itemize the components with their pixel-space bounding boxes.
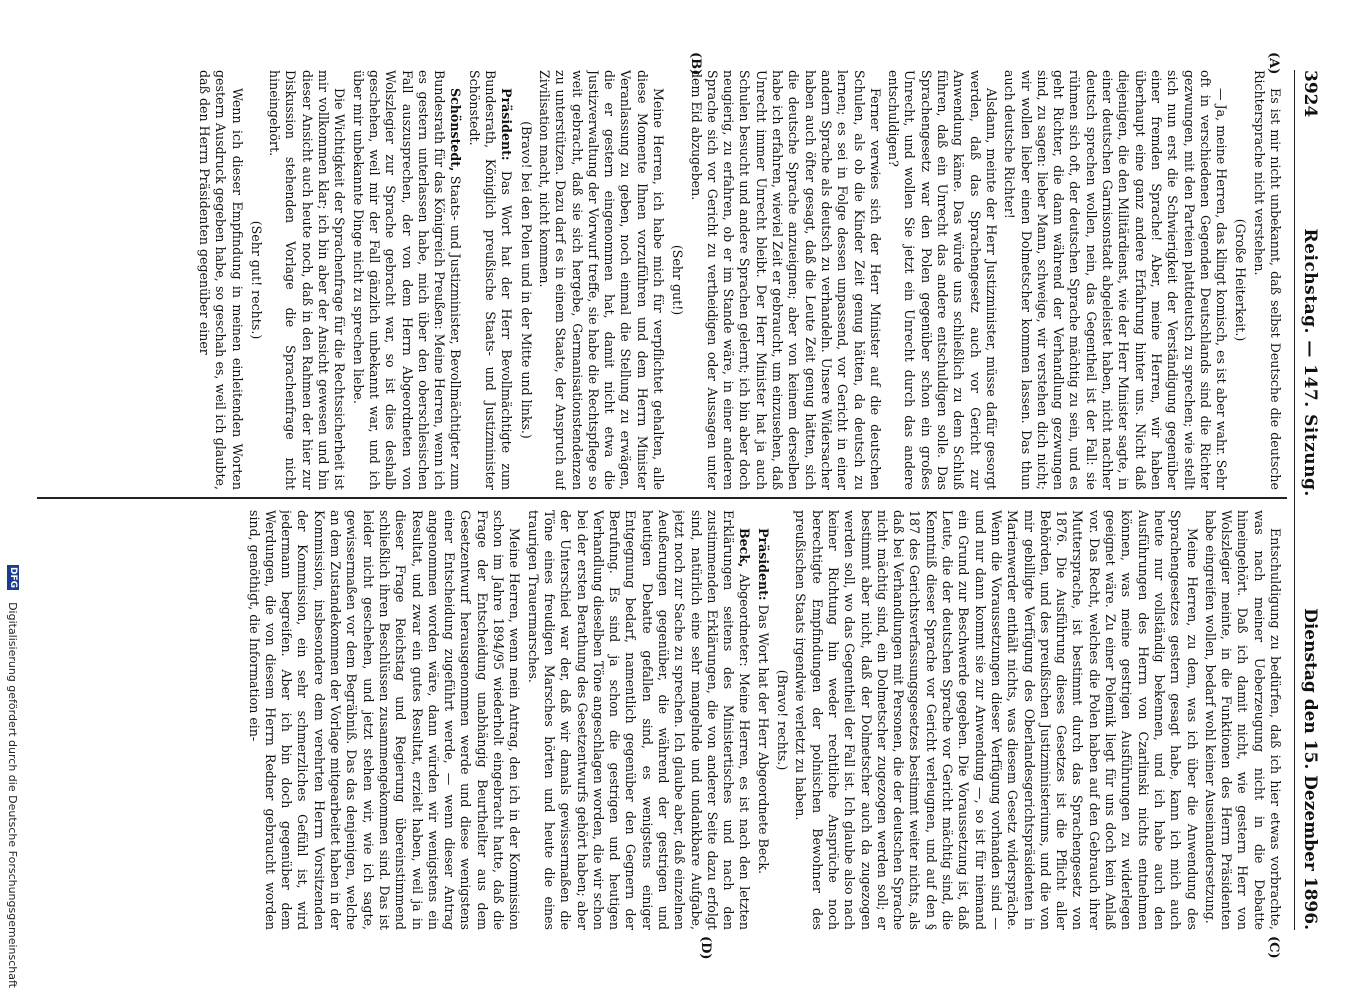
margin-marker-a: (A) (1266, 52, 1281, 75)
paragraph: Ferner verwies sich der Herr Minister auf die deutschen Schulen, als ob die Kinder Zeit genug hätten, da deutsch zu lernen; es sei in Folge dessen unpassend, vor Gericht in einer andern Sprache als deutsch zu verhandeln. Unsere Widersacher haben auch öfter gesagt, daß die Leute Zeit genug hätten, sich die deutsche Sprache anzueignen; aber von keinem derselben habe ich erfahren, wieviel Zeit er gebraucht, um einzusehen, daß Unrecht immer Unrecht bleibt. Der Herr Minister hat ja auch Schulen besucht und andere Sprachen gelernt; ich bin aber doch neugierig, zu erfahren, ob er im Stande wäre, in einer anderen Sprache sich vor Gericht zu vertheidigen oder Aussagen unter dem Eid abzugeben. (688, 70, 883, 490)
margin-marker-d: (D) (698, 936, 713, 960)
session-date: Dienstag den 15. Dezember 1896. (1300, 608, 1320, 930)
speaker-paragraph (755, 510, 771, 930)
speaker-paragraph (465, 70, 514, 490)
speaker-name: Beck, (737, 528, 753, 568)
margin-marker-c: (C) (1266, 936, 1281, 959)
paragraph: Meine Herren, zu dem, was ich über die Anwendung des Sprachengesetzes gestern gesagt habe, kann ich mich auch heute nur vollständig bekennen, und ich habe auch den Ausführungen des Herrn von Czarlinski nichts entnehmen können, was meine gestrigen Ausführungen zu widerlegen geeignet wäre. Zu einer Polemik liegt für uns doch kein Anlaß vor. Das Recht, welches die Polen haben auf den Gebrauch ihrer Muttersprache, ist bestimmt durch das Sprachengesetz von 1876. Die Ausführung dieses Gesetzes ist die Pflicht aller Behörden, und des preußischen Justizministeriums, und die von mir gebilligte Verfügung des Oberlandesgerichtspräsidenten in Marienwerder enthält nichts, was diesem Gesetz widerspräche. Wenn die Voraussetzungen dieser Verfügung vorhanden sind — und nur dann kommt sie zur Anwendung —, so ist für niemand ein Grund zur Beschwerde gegeben. Die Voraussetzung ist, daß Leute, die der deutschen Sprache vor Gericht mächtig sind, die Kenntniß dieser Sprache vor Gericht verleugnen, und auf den § 187 des Gerichtsverfassungsgesetzes bestimmt weiter nichts, als daß bei Verhandlungen mit Personen, die der deutschen Sprache nicht mächtig sind, ein Dolmetscher zugezogen werden soll; er bestimmt aber nicht, daß der Dolmetscher auch da zugezogen werden soll, wo das Gegentheil der Fall ist. Ich glaube also nach keiner Richtung hin weder rechtliche Ansprüche noch berechtigte Empfindungen der polnischen Bewohner des preußischen Staats irgendwie verletzt zu haben. (793, 510, 1200, 930)
speech-text: Das Wort hat der Herr Bevollmächtigte zum Bundesrath, Königlich preußische Staats- und Justizminister Schönstedt. (466, 70, 515, 490)
session-title: Reichstag. — 147. Sitzung. (1300, 228, 1320, 497)
right-column (43, 510, 1283, 930)
paragraph: Entschuldigung zu bedürfen, daß ich hier etwas vorbrachte, was nach meiner Ueberzeugung nicht in die Debatte hineingehört. Daß ich damit nicht, wie gestern Herr von Wolszlegier meinte, in die Funktionen des Herrn Präsidenten habe eingreifen wollen, bedarf wohl keiner Auseinandersetzung. (1202, 510, 1283, 930)
speech-text: Das Wort hat der Herr Abgeordnete Beck. (755, 604, 771, 874)
funding-note: Digitalisierung gefördert durch die Deutsche Forschungsgemeinschaft (6, 602, 20, 988)
speaker-name: Präsident: (499, 88, 515, 161)
column-divider (37, 497, 1287, 499)
speaker-paragraph (349, 70, 463, 490)
interjection: (Sehr gut!) (670, 244, 686, 316)
paragraph: Die Wichtigkeit der Sprachenfrage für die Rechtssicherheit ist mir vollkommen klar; ich bin aber der Ansicht gewesen und bin dieser Ansicht auch heute noch, daß in den Rahmen der hier zur Diskussion stehenden Vorlage die Sprachenfrage nicht hineingehört. (267, 70, 348, 490)
interjection: (Große Heiterkeit.) (1233, 218, 1249, 342)
speaker-name: Präsident: (755, 528, 771, 601)
page-footer (3, 0, 23, 1000)
paragraph: Es ist mir nicht unbekannt, daß selbst Deutsche die deutsche Richtersprache nicht verstehen. (1251, 70, 1283, 490)
speaker-paragraph (524, 510, 752, 930)
margin-marker-b: (B) (688, 52, 703, 76)
paragraph: Meine Herren, ich habe mich für verpflichtet gehalten, alle diese Momente Ihnen vorzuführen und dem Herrn Minister Veranlassung zu geben, noch einmal die Stellung zu erwägen, die er gestern eingenommen hat, damit nicht etwa die Justizverwaltung der Vorwurf treffe, sie habe die Rechtspflege so weit gebracht, daß sie sich hergebe, Germanisationstendenzen zu unterstützen. Dazu darf es in einem Staate, der Anspruch auf Zivilisation macht, nicht kommen. (536, 70, 667, 490)
speaker-name: Schönstedt, (448, 88, 464, 172)
interjection: (Sehr gut! rechts.) (248, 220, 264, 340)
page-header (1294, 70, 1325, 930)
paragraph: Alsdann, meinte der Herr Justizminister, müsse dafür gesorgt werden, daß das Sprachengesetz auch vor Gericht zur Anwendung käme. Das würde uns schließlich zu dem Schluß führen, daß ein Unrecht das andere entschuldigen solle. Das Sprachengesetz war den Polen gegenüber schon ein großes Unrecht, und wollen Sie jetzt ein Unrecht durch das andere entschuldigen? (886, 70, 999, 490)
paragraph: Meine Herren, wenn mein Antrag, den ich in der Kommission schon im Jahre 1894/95 wiederholt eingebracht hatte, daß die Frage der Entscheidung unabhängig Beurtheilter aus dem Gesetzentwurf herausgenommen werde und diese wenigstens einer Entscheidung zugeführt werde, — wenn dieser Antrag angenommen worden wäre, dann würden wir wenigstens ein Resultat, und zwar ein gutes Resultat, erzielt haben, weil ja in dieser Frage Reichstag und Regierung übereinstimmend schließlich ihren Beschlüssen zusammengekommen sind. Das ist leider nicht geschehen, und jetzt stehen wir, wie ich sagte, gewissermaßen vor dem Begräbniß. Das das denjenigen, welche an dem Zustandekommen der Vorlage mitgearbeitet haben in der Kommission, insbesondere dem verehrten Herrn Vorsitzenden der Kommission, ein sehr schmerzliches Gefühl ist, wird jedermann begreifen. Aber ich bin doch gegenüber dem Werdungen, die von diesem Herrn Redner gebraucht worden sind, genöthigt, die Information ein- (246, 510, 523, 930)
paragraph: — Ja, meine Herren, das klingt komisch, es ist aber wahr. Sehr oft in verschiedenen Gegenden Deutschlands sind die Richter gezwungen, mit den Parteien plattdeutsch zu sprechen; wie stellt sich nun erst die Schwierigkeit der Verständigung gegenüber einer fremden Sprache! Aber, meine Herren, wir haben überhaupt eine ganz andere Erfahrung hinter uns. Nicht daß diejenigen, die den Militärdienst, wie der Herr Minister sagte, in einer deutschen Garnisonstadt abgeleistet haben, nicht nachher deutsch sprechen wollen, nein, das Gegentheil ist der Fall: sie rühmen sich oft, der deutschen Sprache mächtig zu sein, und es geht Richter, die dann während der Verhandlung gezwungen sind, zu sagen: lieber Mann, schweige, wir verstehen dich nicht; wir wollen lieber einen Dolmetscher kommen lassen. Das thun auch deutsche Richter! (1002, 70, 1230, 490)
left-column (43, 70, 1283, 490)
speech-text: Staats- und Justizminister, Bevollmächtigter zum Bundesrath für das Königreich Preußen: Meine Herren, wenn ich es gestern unterlassen habe, mich über den oberschlesischen Fall auszusprechen, der von dem Herrn Abgeordneten von Wolszlegier zur Sprache gebracht war, so ist dies deshalb geschehen, weil mir der Fall gänzlich unbekannt war, und ich über mir unbekannte Dinge nicht zu sprechen liebe. (350, 70, 464, 490)
interjection: (Bravo! rechts.) (775, 669, 791, 771)
interjection: (Bravo! bei den Polen und in der Mitte und links.) (518, 121, 534, 439)
dfg-logo: DFG (8, 567, 18, 589)
paragraph: Wenn ich dieser Empfindung in meinen einleitenden Worten gestern Ausdruck gegeben habe, so geschah es, weil ich glaubte, daß den Herrn Präsidenten gegenüber einer (197, 70, 245, 490)
page-number: 3924 (1300, 70, 1320, 118)
speech-text: Abgeordneter: Meine Herren, es ist nach den letzten Erklärungen seitens des Ministertisches und nach den zustimmenden Erklärungen, die von anderer Seite dazu erfolgt sind, natürlich eine sehr mangelnde und undankbare Aufgabe, jetzt noch zur Sache zu sprechen. Ich glaube aber, daß einzelnen Aeußerungen gegenüber, die während der gestrigen und heutigen Debatte gefallen sind, es wenigstens einiger Entgegnung bedarf, namentlich gegenüber den Gegnern der Berufung. Es sind ja schon die gestrigen und heutigen Verhandlung dieselben Töne angeschlagen worden, die wir schon bei der ersten Berathung des Gesetzentwurfs gehört haben; aber der Unterschied war der, daß wir damals gewissermaßen die Töne eines freudigen Marsches hörten und heute die eines traurigen Trauermarsches. (525, 510, 753, 930)
